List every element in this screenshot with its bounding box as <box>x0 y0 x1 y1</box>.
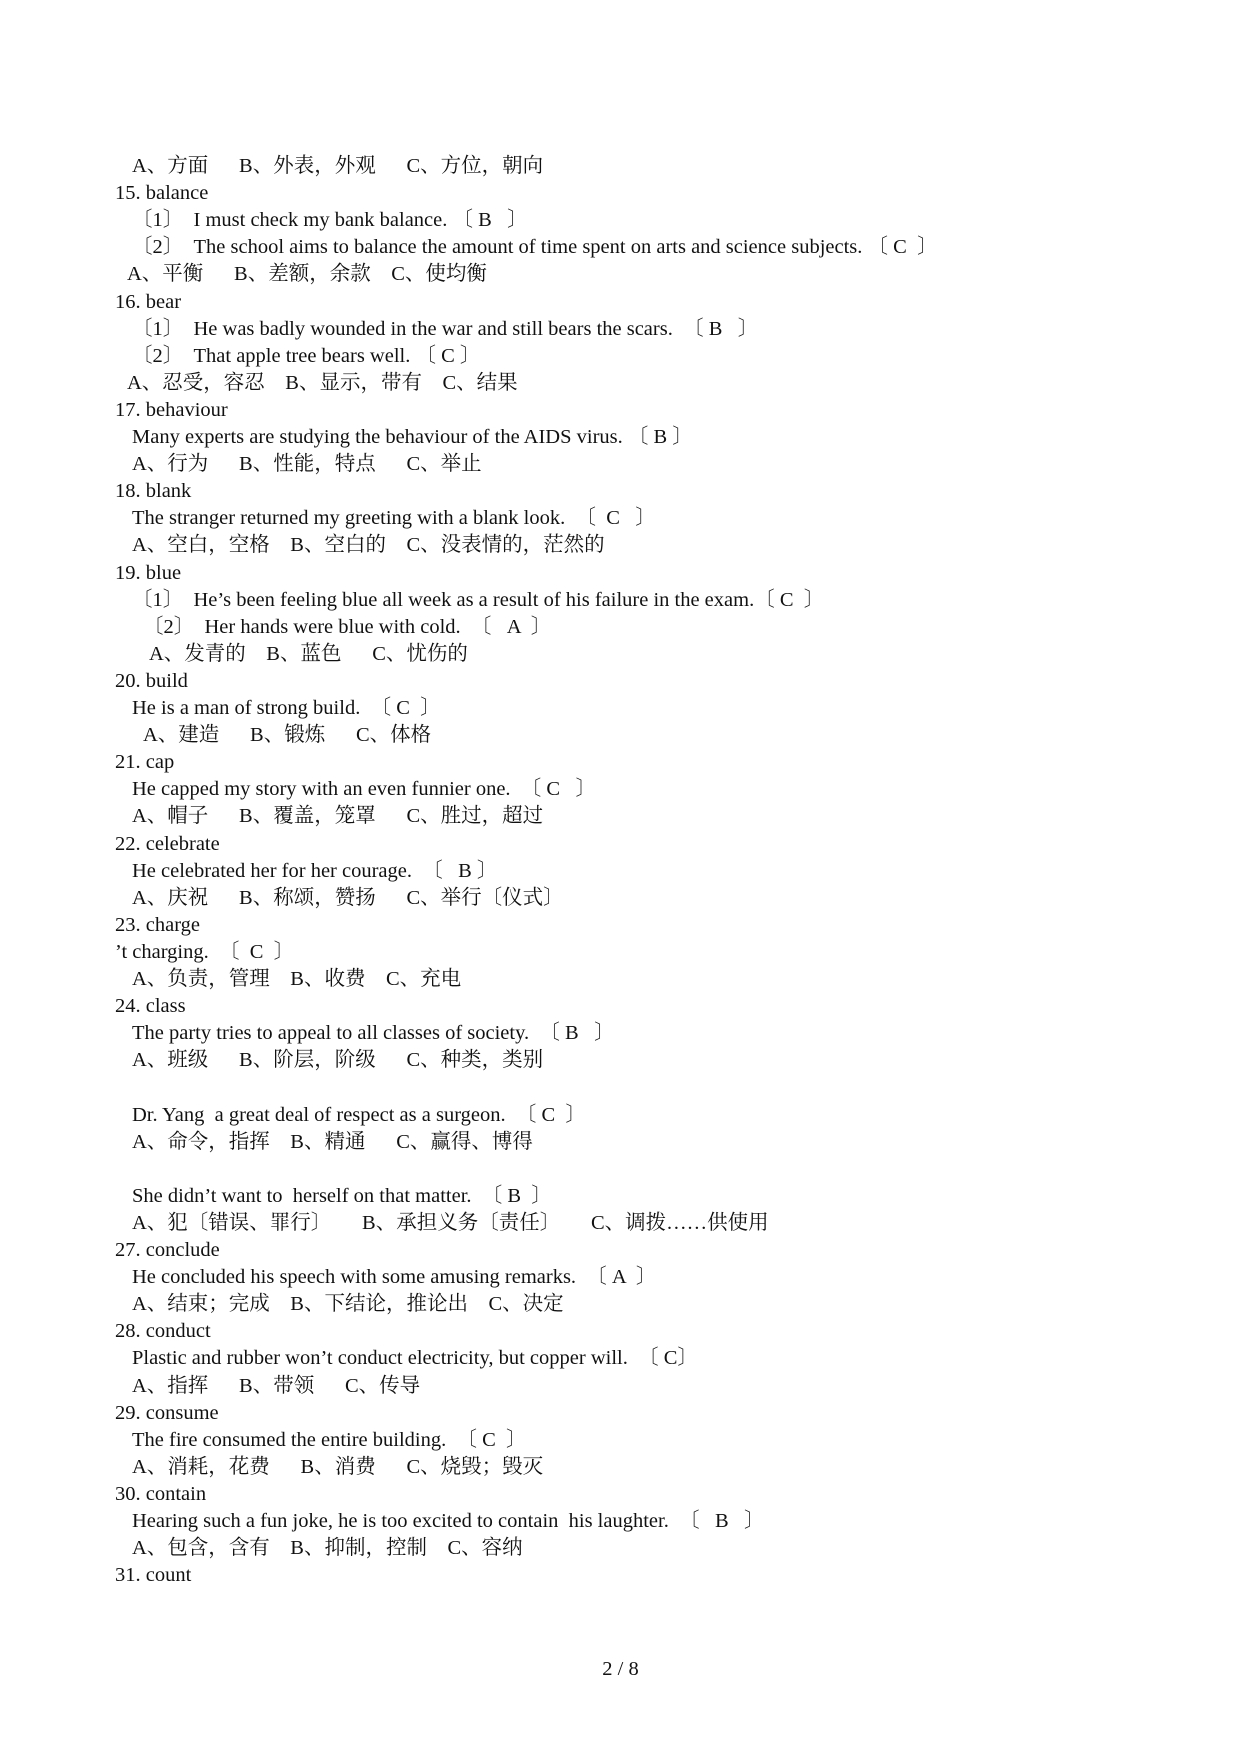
entry-heading: 27. conclude <box>115 1239 220 1261</box>
example-sentence: The fire consumed the entire building. 〔 C 〕 <box>132 1428 527 1451</box>
example-sentence: 〔1〕 He was badly wounded in the war and still bears the scars. 〔 B 〕 <box>132 317 759 340</box>
example-sentence: He capped my story with an even funnier one. 〔 C 〕 <box>132 778 596 801</box>
options-line: A、指挥 B、带领 C、传导 <box>132 1374 421 1397</box>
entry-heading: 21. cap <box>115 751 175 774</box>
entry-heading: 29. consume <box>115 1401 219 1424</box>
entry-heading: 24. class <box>115 995 186 1018</box>
options-line: A、包含，含有 B、抑制，控制 C、容纳 <box>132 1537 523 1560</box>
options-line: A、行为 B、性能，特点 C、举止 <box>132 453 482 476</box>
options-line: A、发青的 B、蓝色 C、忧伤的 <box>149 642 468 665</box>
example-sentence: Many experts are studying the behaviour of the AIDS virus. 〔 B 〕 <box>132 426 693 448</box>
options-line: A、空白，空格 B、空白的 C、没表情的，茫然的 <box>132 534 605 557</box>
entry-heading: 17. behaviour <box>115 398 228 421</box>
options-line: A、负责，管理 B、收费 C、充电 <box>132 968 462 990</box>
page-number: 2 / 8 <box>602 1658 639 1680</box>
entry-heading: 22. celebrate <box>115 832 220 855</box>
example-sentence: He concluded his speech with some amusing remarks. 〔 A 〕 <box>132 1266 657 1289</box>
example-sentence: 〔1〕 I must check my bank balance. 〔 B 〕 <box>132 209 528 232</box>
entry-heading: 15. balance <box>115 182 209 205</box>
example-sentence: ’t charging. 〔 C 〕 <box>115 940 295 963</box>
options-line: A、犯〔错误、罪行〕 B、承担义务〔责任〕 C、调拨……供使用 <box>132 1211 769 1234</box>
options-line: A、忍受，容忍 B、显示，带有 C、结果 <box>127 371 518 394</box>
example-sentence: The stranger returned my greeting with a blank look. 〔 C 〕 <box>132 507 656 530</box>
example-sentence: She didn’t want to herself on that matter. 〔 B 〕 <box>132 1184 552 1207</box>
example-sentence: Hearing such a fun joke, he is too excited to contain his laughter. 〔 B 〕 <box>132 1510 765 1532</box>
options-line: A、帽子 B、覆盖，笼罩 C、胜过，超过 <box>132 805 544 828</box>
example-sentence: He is a man of strong build. 〔 C 〕 <box>132 697 441 719</box>
options-line: A、命令，指挥 B、精通 C、赢得、博得 <box>132 1130 533 1153</box>
example-sentence: He celebrated her for her courage. 〔 B 〕 <box>132 859 498 882</box>
entry-heading: 18. blank <box>115 480 192 503</box>
options-line: A、庆祝 B、称颂，赞扬 C、举行〔仪式〕 <box>132 886 564 909</box>
example-sentence: Dr. Yang a great deal of respect as a surgeon. 〔 C 〕 <box>132 1103 586 1126</box>
example-sentence: 〔2〕 Her hands were blue with cold. 〔 A 〕 <box>143 615 552 638</box>
options-line: A、消耗，花费 B、消费 C、烧毁；毁灭 <box>132 1455 544 1478</box>
options-line: A、建造 B、锻炼 C、体格 <box>143 724 432 747</box>
example-sentence: 〔2〕 The school aims to balance the amount of time spent on arts and science subjects. 〔 C 〕 <box>132 236 938 259</box>
entry-heading: 30. contain <box>115 1482 207 1505</box>
options-line: A、班级 B、阶层，阶级 C、种类，类别 <box>132 1049 544 1072</box>
options-line: A、方面 B、外表，外观 C、方位，朝向 <box>132 155 544 177</box>
entry-heading: 31. count <box>115 1564 192 1587</box>
entry-heading: 16. bear <box>115 290 182 313</box>
example-sentence: The party tries to appeal to all classes of society. 〔 B 〕 <box>132 1022 615 1045</box>
entry-heading: 23. charge <box>115 913 201 936</box>
entry-heading: 28. conduct <box>115 1320 211 1343</box>
options-line: A、平衡 B、差额，余款 C、使均衡 <box>127 263 487 286</box>
example-sentence: 〔1〕 He’s been feeling blue all week as a result of his failure in the exam.〔 C 〕 <box>132 588 825 611</box>
example-sentence: Plastic and rubber won’t conduct electricity, but copper will. 〔 C〕 <box>132 1347 698 1370</box>
example-sentence: 〔2〕 That apple tree bears well. 〔 C 〕 <box>132 344 481 367</box>
entry-heading: 20. build <box>115 669 188 692</box>
entry-heading: 19. blue <box>115 561 182 584</box>
options-line: A、结束；完成 B、下结论，推论出 C、决定 <box>132 1293 564 1316</box>
